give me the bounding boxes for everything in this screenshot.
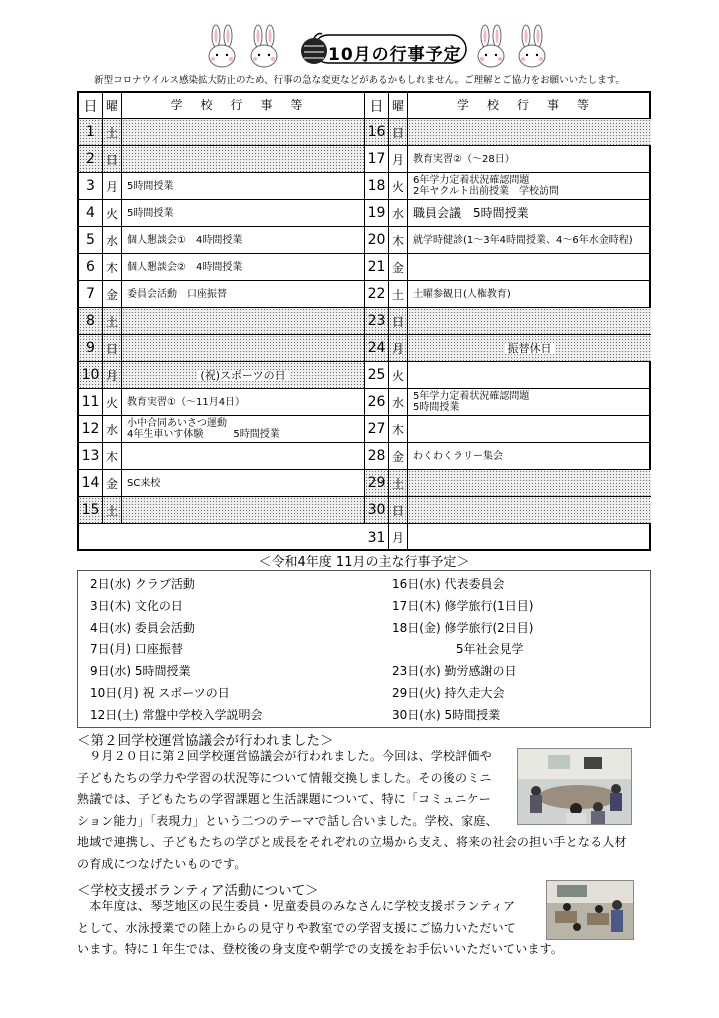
- event-cell: [122, 227, 365, 253]
- meeting-photo: [517, 748, 632, 825]
- schedule-row: [365, 119, 651, 146]
- event-cell: [408, 362, 651, 388]
- date-cell: 19: [365, 200, 389, 226]
- schedule-row: [79, 470, 365, 497]
- schedule-row: [79, 389, 365, 416]
- event-cell: [122, 335, 365, 361]
- november-item: 30日(水) 5時間授業: [392, 707, 501, 722]
- event-cell: [122, 200, 365, 226]
- paragraph-line: 本年度は、琴芝地区の民生委員・児童委員のみなさんに学校支援ボランティア: [77, 899, 516, 913]
- date-cell: 3: [79, 173, 103, 199]
- date-cell: 18: [365, 173, 389, 199]
- schedule-row: [365, 308, 651, 335]
- weekday-cell: 木: [103, 443, 122, 469]
- weekday-cell: 金: [389, 443, 408, 469]
- event-cell: [408, 308, 651, 334]
- weekday-cell: 土: [103, 119, 122, 145]
- schedule-row: [79, 335, 365, 362]
- table-header-row: [365, 93, 651, 119]
- schedule-row: [79, 254, 365, 281]
- rabbit-icon: [205, 24, 239, 70]
- weekday-cell: 火: [103, 389, 122, 415]
- date-cell: 23: [365, 308, 389, 334]
- date-cell: 1: [79, 119, 103, 145]
- event-cell: [408, 524, 651, 551]
- date-cell: 9: [79, 335, 103, 361]
- event-text: SC来校: [127, 477, 161, 489]
- date-cell: 6: [79, 254, 103, 280]
- schedule-row: [365, 173, 651, 200]
- event-cell: [408, 497, 651, 523]
- weekday-cell: 水: [103, 227, 122, 253]
- weekday-cell: 金: [389, 254, 408, 280]
- volunteer-photo: [546, 880, 634, 940]
- rabbit-icon: [474, 24, 508, 70]
- event-text: 5年学力定着状況確認問題 5時間授業: [413, 391, 530, 413]
- schedule-row: [79, 173, 365, 200]
- event-text: わくわくラリー集会: [413, 450, 503, 462]
- event-text: 土曜参観日(人権教育): [413, 288, 511, 300]
- weekday-cell: 月: [389, 146, 408, 172]
- event-cell: [408, 200, 651, 226]
- november-item: 23日(水) 勤労感謝の日: [392, 664, 517, 679]
- weekday-cell: 土: [103, 497, 122, 523]
- event-cell: [408, 389, 651, 415]
- paragraph-line: ション能力」「表現力」という二つのテーマで話し合いました。学校、家庭、: [77, 813, 498, 828]
- header-day: 日: [79, 93, 103, 118]
- event-cell: [122, 146, 365, 172]
- weekday-cell: 火: [103, 200, 122, 226]
- november-item: 2日(水) クラブ活動: [90, 577, 195, 591]
- weekday-cell: 木: [389, 416, 408, 442]
- schedule-row: [79, 200, 365, 227]
- event-text: 委員会活動 口座振替: [127, 288, 227, 300]
- schedule-row: [79, 227, 365, 254]
- date-cell: 8: [79, 308, 103, 334]
- event-cell: [122, 470, 365, 496]
- event-cell: [408, 281, 651, 307]
- date-cell: 10: [79, 362, 103, 388]
- date-cell: 30: [365, 497, 389, 523]
- date-cell: 11: [79, 389, 103, 415]
- event-cell: [122, 443, 365, 469]
- event-text: 個人懇談会① 4時間授業: [127, 234, 243, 246]
- weekday-cell: 日: [103, 335, 122, 361]
- schedule-left-column: [79, 93, 365, 549]
- schedule-table: [77, 91, 651, 551]
- weekday-cell: 土: [389, 281, 408, 307]
- section1-title: ＜第２回学校運営協議会が行われました＞: [77, 733, 334, 749]
- schedule-row: [79, 443, 365, 470]
- paragraph-line: ９月２０日に第２回学校運営協議会が行われました。今回は、学校評価や: [77, 749, 492, 763]
- weekday-cell: 水: [389, 200, 408, 226]
- section2-title: ＜学校支援ボランティア活動について＞: [77, 883, 319, 899]
- schedule-row: [365, 200, 651, 227]
- rabbit-icon: [247, 24, 281, 70]
- date-cell: 17: [365, 146, 389, 172]
- november-item: 29日(火) 持久走大会: [392, 686, 505, 700]
- notice-text: 新型コロナウイルス感染拡大防止のため、行事の急な変更などがあるかもしれません。ご理解とご協力をお願いいたします。: [94, 75, 625, 86]
- event-cell: [122, 308, 365, 334]
- date-cell: 22: [365, 281, 389, 307]
- weekday-cell: 日: [103, 146, 122, 172]
- event-cell: [408, 443, 651, 469]
- date-cell: 20: [365, 227, 389, 253]
- schedule-row: [79, 281, 365, 308]
- november-title: ＜令和4年度 11月の主な行事予定＞: [258, 555, 470, 570]
- date-cell: 2: [79, 146, 103, 172]
- paragraph-line: います。特に１年生では、登校後の身支度や朝学での支援をお手伝いいただいています。: [77, 942, 564, 956]
- event-cell: [122, 389, 365, 415]
- schedule-row: [365, 281, 651, 308]
- event-cell: [408, 416, 651, 442]
- date-cell: 7: [79, 281, 103, 307]
- page-title: 10月の行事予定: [328, 45, 462, 65]
- header-weekday: 曜: [103, 93, 122, 118]
- schedule-row: [365, 524, 651, 551]
- schedule-right-column: [365, 93, 651, 549]
- schedule-row: [79, 119, 365, 146]
- november-item: 9日(水) 5時間授業: [90, 664, 191, 679]
- november-item: 3日(木) 文化の日: [90, 598, 183, 613]
- schedule-row: [365, 146, 651, 173]
- event-text: 教育実習②（～28日）: [413, 153, 515, 165]
- event-text: (祝)スポーツの日: [197, 370, 288, 381]
- date-cell: 14: [79, 470, 103, 496]
- november-item: 17日(木) 修学旅行(1日目): [392, 598, 534, 613]
- header-events: 学校行事等: [122, 93, 365, 118]
- date-cell: 27: [365, 416, 389, 442]
- schedule-row: [365, 497, 651, 524]
- date-cell: 13: [79, 443, 103, 469]
- schedule-row: [365, 362, 651, 389]
- date-cell: 12: [79, 416, 103, 442]
- weekday-cell: 土: [103, 308, 122, 334]
- event-cell: [408, 227, 651, 253]
- event-text: 教育実習①（～11月4日）: [127, 396, 246, 408]
- header-events: 学校行事等: [456, 98, 607, 112]
- schedule-row: [79, 146, 365, 173]
- paragraph-line: 地域で連携し、子どもたちの学びと成長をそれぞれの立場から支え、将来の社会の担い手となる人材: [77, 835, 627, 849]
- date-cell: 28: [365, 443, 389, 469]
- event-text: 5時間授業: [127, 180, 174, 192]
- november-schedule: [77, 570, 651, 728]
- event-cell: [122, 497, 365, 523]
- schedule-row: [79, 416, 365, 443]
- weekday-cell: 金: [103, 470, 122, 496]
- weekday-cell: 木: [389, 227, 408, 253]
- weekday-cell: 日: [389, 119, 408, 145]
- header-weekday: 曜: [389, 93, 408, 118]
- event-text: 就学時健診(1～3年4時間授業、4～6年水金時程): [413, 234, 633, 246]
- weekday-cell: 日: [389, 308, 408, 334]
- weekday-cell: 月: [389, 524, 408, 551]
- schedule-row: [365, 443, 651, 470]
- paragraph-line: として、水泳授業での陸上からの見守りや教室での学習支援にご協力いただいて: [77, 920, 516, 935]
- date-cell: 24: [365, 335, 389, 361]
- event-cell: [408, 173, 651, 199]
- weekday-cell: 月: [103, 362, 122, 388]
- weekday-cell: 日: [389, 497, 408, 523]
- header-day: 日: [365, 93, 389, 118]
- paragraph-line: 子どもたちの学力や学習の状況等について情報交換しました。その後のミニ: [77, 770, 492, 785]
- schedule-row: [365, 254, 651, 281]
- schedule-row: [365, 335, 651, 362]
- date-cell: 4: [79, 200, 103, 226]
- date-cell: 16: [365, 119, 389, 145]
- event-text: 小中合同あいさつ運動 4年生車いす体験 5時間授業: [127, 418, 280, 440]
- weekday-cell: 土: [389, 470, 408, 496]
- event-cell: [408, 470, 651, 496]
- date-cell: 21: [365, 254, 389, 280]
- weekday-cell: 水: [389, 389, 408, 415]
- schedule-row: [365, 416, 651, 443]
- date-cell: 15: [79, 497, 103, 523]
- schedule-row: [365, 470, 651, 497]
- weekday-cell: 月: [103, 173, 122, 199]
- weekday-cell: 木: [103, 254, 122, 280]
- event-text: 6年学力定着状況確認問題 2年ヤクルト出前授業 学校訪問: [413, 175, 560, 197]
- event-cell: [122, 173, 365, 199]
- schedule-row: [365, 227, 651, 254]
- event-cell: [122, 362, 365, 388]
- weekday-cell: 金: [103, 281, 122, 307]
- event-cell: [408, 335, 651, 361]
- date-cell: 25: [365, 362, 389, 388]
- weekday-cell: 火: [389, 173, 408, 199]
- weekday-cell: 火: [389, 362, 408, 388]
- november-item: 16日(水) 代表委員会: [392, 577, 505, 591]
- date-cell: 31: [365, 524, 389, 551]
- event-cell: [122, 254, 365, 280]
- rabbit-icon: [515, 24, 549, 70]
- event-cell: [408, 146, 651, 172]
- november-item: 12日(土) 常盤中学校入学説明会: [90, 707, 263, 722]
- date-cell: 29: [365, 470, 389, 496]
- event-text: 個人懇談会② 4時間授業: [127, 261, 243, 273]
- schedule-row: [79, 362, 365, 389]
- event-cell: [122, 119, 365, 145]
- event-text: 職員会議 5時間授業: [413, 205, 529, 220]
- weekday-cell: 月: [389, 335, 408, 361]
- event-cell: [408, 254, 651, 280]
- table-header-row: [79, 93, 365, 119]
- november-item: 10日(月) 祝 スポーツの日: [90, 686, 230, 700]
- weekday-cell: 水: [103, 416, 122, 442]
- november-item: 18日(金) 修学旅行(2日目): [392, 620, 534, 635]
- november-item: 7日(月) 口座振替: [90, 642, 183, 657]
- event-cell: [122, 416, 365, 442]
- paragraph-line: の育成につなげたいものです。: [77, 856, 247, 871]
- event-text: 5時間授業: [127, 207, 174, 219]
- schedule-row: [365, 389, 651, 416]
- page-header: [0, 18, 719, 76]
- date-cell: 26: [365, 389, 389, 415]
- event-cell: [408, 119, 651, 145]
- event-cell: [122, 281, 365, 307]
- november-item: 4日(水) 委員会活動: [90, 620, 195, 635]
- paragraph-line: 熟議では、子どもたちの学習課題と生活課題について、特に「コミュニケー: [77, 792, 492, 806]
- schedule-row: [79, 497, 365, 524]
- event-text: 振替休日: [505, 343, 555, 354]
- schedule-row-empty: [79, 524, 365, 551]
- schedule-row: [79, 308, 365, 335]
- november-item: 5年社会見学: [392, 642, 524, 657]
- date-cell: 5: [79, 227, 103, 253]
